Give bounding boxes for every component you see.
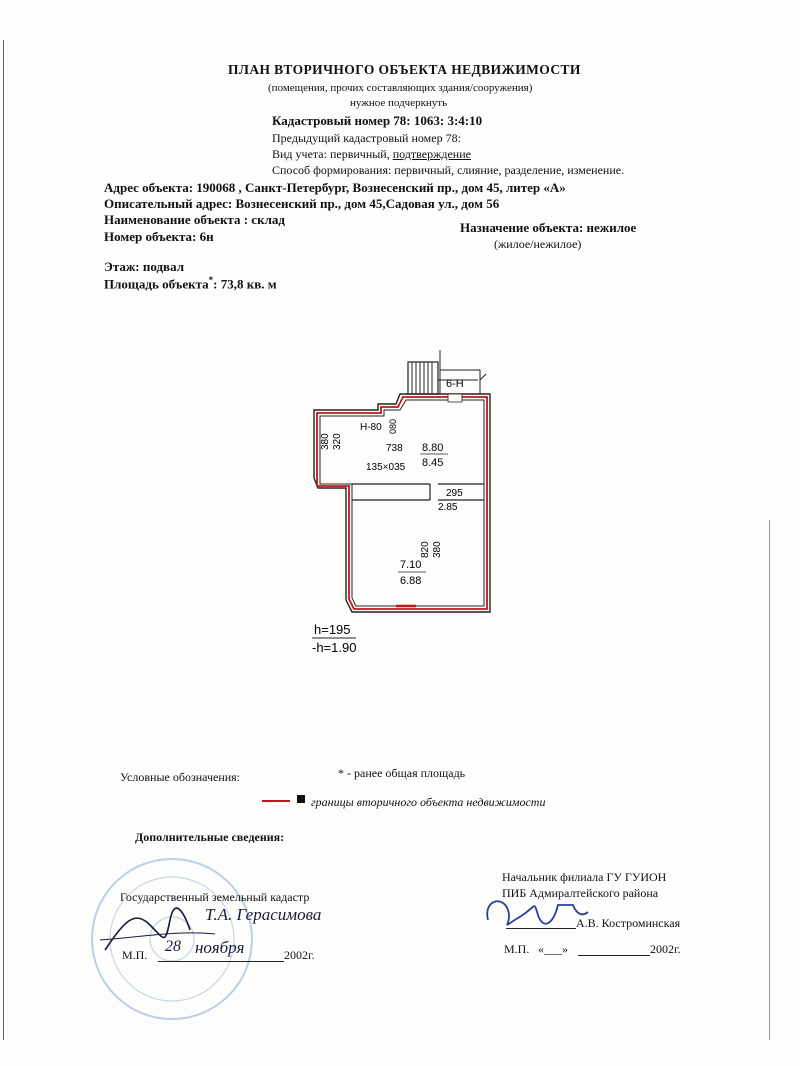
legend-square	[297, 795, 305, 803]
additional-info-label: Дополнительные сведения:	[135, 830, 285, 844]
door-mark: 080	[388, 418, 398, 434]
cadastral-number: Кадастровый номер 78: 1063: 3:4:10	[272, 113, 483, 128]
left-date-underline	[158, 961, 284, 962]
legend-line	[262, 800, 290, 802]
right-signer-name: А.В. Костроминская	[576, 916, 681, 930]
legend-star-note: * - ранее общая площадь	[338, 766, 466, 780]
legend-label: Условные обозначения:	[120, 770, 241, 784]
right-mp: М.П.	[504, 942, 530, 956]
room1-width: 8.80	[422, 442, 444, 454]
object-number: Номер объекта: 6н	[104, 229, 214, 244]
object-area-star: *	[208, 275, 214, 285]
room2-height: 820	[420, 541, 431, 558]
right-title-2: ПИБ Адмиралтейского района	[502, 886, 659, 900]
document-title: ПЛАН ВТОРИЧНОГО ОБЪЕКТА НЕДВИЖИМОСТИ	[228, 62, 581, 77]
object-address: Адрес объекта: 190068 , Санкт-Петербург, Вознесенский пр., дом 45, литер «А»	[104, 180, 566, 195]
previous-cadastral-number: Предыдущий кадастровый номер 78:	[272, 131, 461, 145]
object-name: Наименование объекта : склад	[104, 212, 285, 227]
legend-boundary-note: границы вторичного объекта недвижимости	[311, 795, 546, 809]
height-mark: Н-80	[360, 422, 382, 433]
room2-width2: 6.88	[400, 575, 422, 587]
room1-area: 738	[386, 443, 403, 454]
left-org: Государственный земельный кадастр	[120, 890, 310, 904]
right-date-underline	[578, 955, 650, 956]
object-area	[104, 275, 277, 292]
object-purpose-hint: (жилое/нежилое)	[494, 237, 582, 251]
object-area-value: : 73,8 кв. м	[213, 276, 277, 292]
account-type	[272, 147, 471, 162]
left-date-day: 28	[165, 938, 181, 955]
account-type-selected: подтверждение	[392, 147, 471, 161]
underline-note: нужное подчеркнуть	[350, 97, 448, 109]
object-floor: Этаж: подвал	[104, 259, 184, 274]
left-signer-name: Т.А. Герасимова	[205, 905, 322, 924]
stair-label: 6-Н	[446, 378, 464, 390]
floor-plan	[300, 350, 520, 660]
descriptive-address: Описательный адрес: Вознесенский пр., дом 45,Садовая ул., дом 56	[104, 196, 500, 211]
ceiling-height: h=195	[314, 622, 351, 637]
dim-left2: 320	[332, 433, 343, 450]
object-area-label: Площадь объекта	[104, 276, 209, 292]
object-purpose: Назначение объекта: нежилое	[460, 220, 637, 235]
passage-width2: 2.85	[438, 502, 458, 513]
room2-width: 7.10	[400, 559, 422, 571]
staircase	[408, 350, 480, 394]
page-edge-line-right	[769, 520, 770, 1040]
room1-width2: 8.45	[422, 457, 444, 469]
account-type-prefix: Вид учета: первичный,	[272, 147, 393, 161]
page-edge-line	[3, 40, 4, 1040]
left-mp: М.П.	[122, 948, 148, 962]
dim-left: 380	[320, 433, 331, 450]
right-title-1: Начальник филиала ГУ ГУИОН	[502, 870, 667, 884]
left-year: 2002г.	[284, 948, 315, 962]
passage-width: 295	[446, 488, 463, 499]
right-date: «___»	[538, 942, 568, 956]
ceiling-height2: -h=1.90	[312, 640, 357, 655]
opening-size: 135×035	[366, 462, 406, 473]
formation-method: Способ формирования: первичный, слияние, разделение, изменение.	[272, 163, 625, 177]
right-year: 2002г.	[650, 942, 681, 956]
room2-height2: 380	[432, 541, 443, 558]
document-subtitle: (помещения, прочих составляющих здания/сооружения)	[268, 82, 533, 94]
right-signature-line	[506, 928, 576, 929]
left-date-month: ноября	[195, 938, 245, 957]
